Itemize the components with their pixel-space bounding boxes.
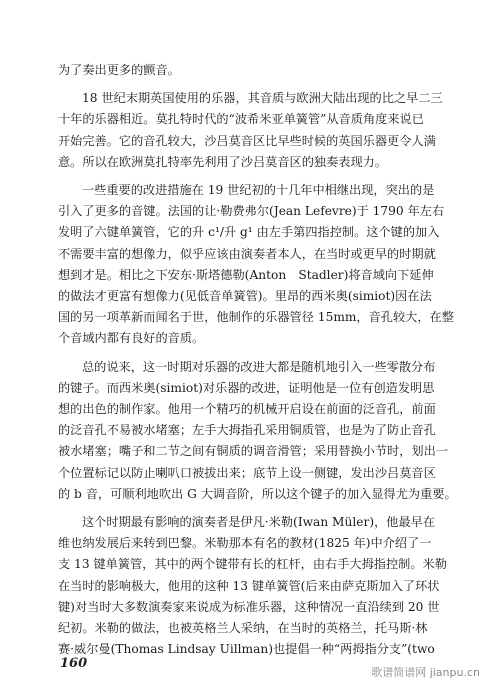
watermark: 歌谱简谱网 jianpu.cn	[371, 666, 480, 679]
text-line: 的做法才更富有想像力(见低音单簧管)。里昂的西米奥(simiot)因在法	[58, 289, 432, 304]
text-line: 键)对当时大多数演奏家来说成为标准乐器，这种情况一直沿续到 20 世	[58, 599, 440, 614]
text-line: 个位置标记以防止喇叭口被拔出来；底节上设一侧键，发出沙吕莫音区	[58, 465, 436, 480]
paragraph-4	[58, 357, 468, 505]
text-line: 总的说来，这一时期对乐器的改进大都是随机地引入一些零散分布	[82, 359, 436, 374]
text-line: 想的出色的制作家。他用一个精巧的机械开启设在前面的泛音孔，前面	[58, 402, 436, 417]
text-line: 18 世纪末期英国使用的乐器，其音质与欧洲大陆出现的比之早二三	[82, 91, 443, 106]
text-line: 个音域内都有良好的音质。	[58, 331, 205, 346]
text-line: 这个时期最有影响的演奏者是伊凡·米勒(Iwan Müler)，他最早在	[82, 515, 436, 530]
document-page	[58, 60, 468, 660]
text-line: 开始完善。它的音孔较大，沙吕莫音区比早些时候的英国乐器更令人满	[58, 133, 436, 148]
text-line: 在当时的影响极大，他用的这种 13 键单簧管(后来由萨克斯加入了环状	[58, 578, 440, 593]
text-line: 不需要丰富的想像力，似乎应该由演奏者本人，在当时或更早的时期就	[58, 246, 436, 261]
text-line: 十年的乐器相近。莫扎特时代的“波希米亚单簧管”从音质角度来说已	[58, 112, 424, 127]
text-line: 国的另一项革新而闻名于世，他制作的乐器管径 15mm，音孔较大，在整	[58, 310, 454, 325]
text-line: 想到才是。相比之下安东·斯塔德勒(Anton Stadler)将音域向下延伸	[58, 267, 434, 282]
text-line: 的键子。而西米奥(simiot)对乐器的改进，证明他是一位有创造发明思	[58, 380, 435, 395]
text-line: 引入了更多的音键。法国的让·勒费弗尔(Jean Lefevre)于 1790 年左右	[58, 204, 445, 219]
paragraph-1	[58, 60, 468, 81]
paragraph-2	[58, 88, 468, 173]
page-number: 160	[60, 656, 88, 671]
text-line: 的泛音孔不易被水堵塞；左手大拇指孔采用铜质管，也是为了防止音孔	[58, 423, 436, 438]
text-line: 维也纳发展后来转到巴黎。米勒那本有名的教材(1825 年)中介绍了一	[58, 536, 432, 551]
text-line: 支 13 键单簧管，其中的两个键带有长的杠杆，由右手大拇指控制。米勒	[58, 557, 447, 572]
text-line: 意。所以在欧洲莫扎特率先利用了沙吕莫音区的独奏表现力。	[58, 154, 388, 169]
paragraph-3	[58, 180, 468, 350]
text-line: 的 b 音，可顺利地吹出 G 大调音阶，所以这个键子的加入显得尤为重要。	[58, 486, 457, 501]
text-line: 被水堵塞；嘴子和二节之间有铜质的调音滑管；采用替换小节时，划出一	[58, 444, 448, 459]
text-line: 一些重要的改进措施在 19 世纪初的十几年中相继出现，突出的是	[82, 183, 435, 198]
text-line: 赛·威尔曼(Thomas Lindsay Uillman)也提倡一种“两拇指分支”(two	[58, 642, 435, 657]
paragraph-5	[58, 512, 468, 660]
text-line: 为了奏出更多的颤音。	[58, 63, 180, 77]
text-line: 发明了六键单簧管，它的升 c¹/升 g¹ 由左手第四指控制。这个键的加入	[58, 225, 440, 240]
text-line: 纪初。米勒的做法，也被英格兰人采纳，在当时的英格兰，托马斯·林	[58, 621, 428, 636]
